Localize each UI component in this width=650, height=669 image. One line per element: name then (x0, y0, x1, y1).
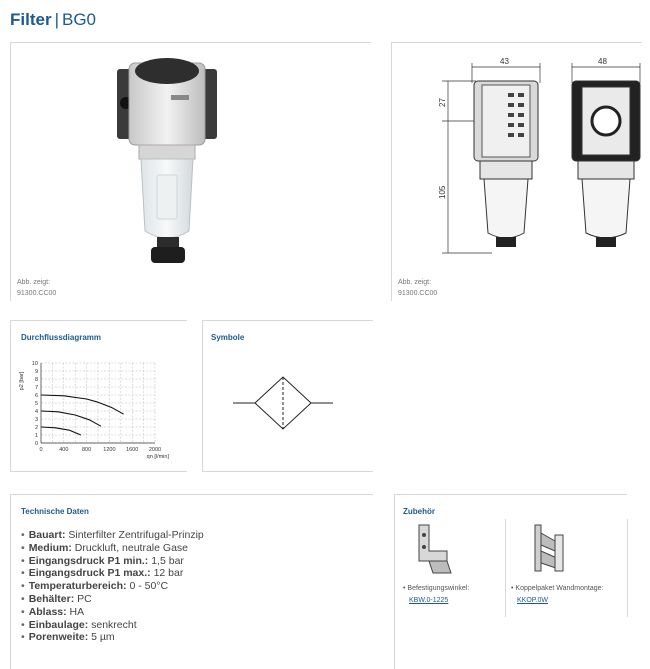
y-tick-label: 9 (34, 369, 38, 375)
accessory-item (401, 519, 506, 617)
tech-data-value: 0 - 50°C (126, 580, 169, 593)
tech-data-key: Ablass: (28, 605, 67, 618)
caption-part-number: 91300.CC00 (17, 290, 57, 297)
product-image-panel (10, 42, 371, 301)
y-tick-label: 4 (34, 409, 38, 415)
mounting-bracket-icon (411, 521, 455, 579)
wall-mount-kit-icon (525, 521, 569, 579)
y-tick-label: 6 (34, 393, 38, 399)
tech-data-value: 5 µm (88, 631, 115, 644)
tech-data-heading: Technische Daten (21, 507, 89, 516)
x-tick-label: 1600 (126, 447, 139, 453)
flow-diagram-heading: Durchflussdiagramm (21, 333, 102, 342)
accessory-label: • Befestigungswinkel: (403, 585, 470, 592)
x-tick-label: 0 (39, 447, 43, 453)
y-tick-label: 7 (34, 385, 38, 391)
caption-label: Abb. zeigt: (17, 279, 51, 286)
y-tick-label: 10 (31, 361, 38, 367)
title-product: Filter (10, 10, 52, 29)
tech-data-panel (10, 494, 373, 669)
tech-data-item (21, 555, 204, 568)
filter-symbol-icon (233, 373, 333, 443)
tech-data-key: Medium: (28, 541, 72, 554)
series-line-3 (41, 427, 81, 435)
title-code: BG0 (61, 10, 97, 29)
flow-diagram-panel (10, 320, 187, 472)
tech-data-value: HA (66, 605, 85, 618)
tech-data-key: Einbaulage: (28, 618, 89, 631)
tech-data-item (21, 542, 204, 555)
tech-data-key: Behälter: (28, 592, 75, 605)
x-tick-label: 400 (59, 447, 69, 453)
y-tick-label: 1 (34, 433, 38, 439)
tech-data-item (21, 619, 204, 632)
title-separator: | (54, 10, 59, 29)
accessory-item (509, 519, 628, 617)
tech-data-value: senkrecht (88, 618, 137, 631)
dim-width-left: 43 (500, 57, 509, 66)
tech-data-value: PC (74, 592, 92, 605)
accessories-heading: Zubehör (403, 507, 435, 516)
tech-data-key: Eingangsdruck P1 max.: (28, 567, 151, 580)
caption-part-number: 91300.CC00 (398, 290, 438, 297)
tech-data-item (21, 567, 204, 580)
tech-data-key: Temperaturbereich: (28, 580, 127, 593)
page-title (10, 10, 96, 30)
y-tick-label: 0 (34, 441, 38, 447)
caption-label: Abb. zeigt: (398, 279, 432, 286)
product-image-caption (17, 277, 56, 299)
symbol-heading: Symbole (211, 333, 245, 342)
tech-data-item (21, 529, 204, 542)
dim-height-top: 27 (438, 98, 447, 107)
accessories-panel (394, 494, 627, 669)
dimension-panel (391, 42, 642, 301)
y-tick-label: 8 (34, 377, 38, 383)
dim-height-main: 105 (438, 185, 447, 199)
tech-data-list (21, 529, 204, 644)
y-tick-label: 2 (34, 425, 38, 431)
tech-data-item (21, 593, 204, 606)
tech-data-key: Porenweite: (28, 631, 89, 644)
x-axis-label: qn [l/min] (146, 454, 169, 460)
filter-product-photo (111, 55, 221, 270)
tech-data-item (21, 580, 204, 593)
tech-data-value: Druckluft, neutrale Gase (71, 541, 188, 554)
tech-data-value: 12 bar (150, 567, 184, 580)
accessory-link[interactable]: KBW.0-1225 (409, 597, 449, 604)
x-tick-label: 800 (82, 447, 92, 453)
tech-data-item (21, 606, 204, 619)
x-tick-label: 2000 (148, 447, 162, 453)
tech-data-item (21, 631, 204, 644)
tech-data-key: Eingangsdruck P1 min.: (28, 554, 149, 567)
tech-data-key: Bauart: (28, 529, 66, 541)
series-line-2 (41, 411, 101, 426)
dimension-drawing (412, 57, 642, 257)
tech-data-value: Sinterfilter Zentrifugal-Prinzip (65, 529, 204, 541)
symbol-panel (202, 320, 373, 472)
dim-width-right: 48 (598, 57, 607, 66)
y-tick-label: 5 (34, 401, 38, 407)
tech-data-value: 1,5 bar (148, 554, 184, 567)
y-axis-label: p2 [bar] (19, 371, 25, 391)
accessory-label: • Koppelpaket Wandmontage: (511, 585, 604, 592)
y-tick-label: 3 (34, 417, 38, 423)
x-tick-label: 1200 (103, 447, 116, 453)
accessory-link[interactable]: KKOP.0W (517, 597, 548, 604)
dimension-image-caption (398, 277, 437, 299)
flow-chart (13, 357, 183, 467)
